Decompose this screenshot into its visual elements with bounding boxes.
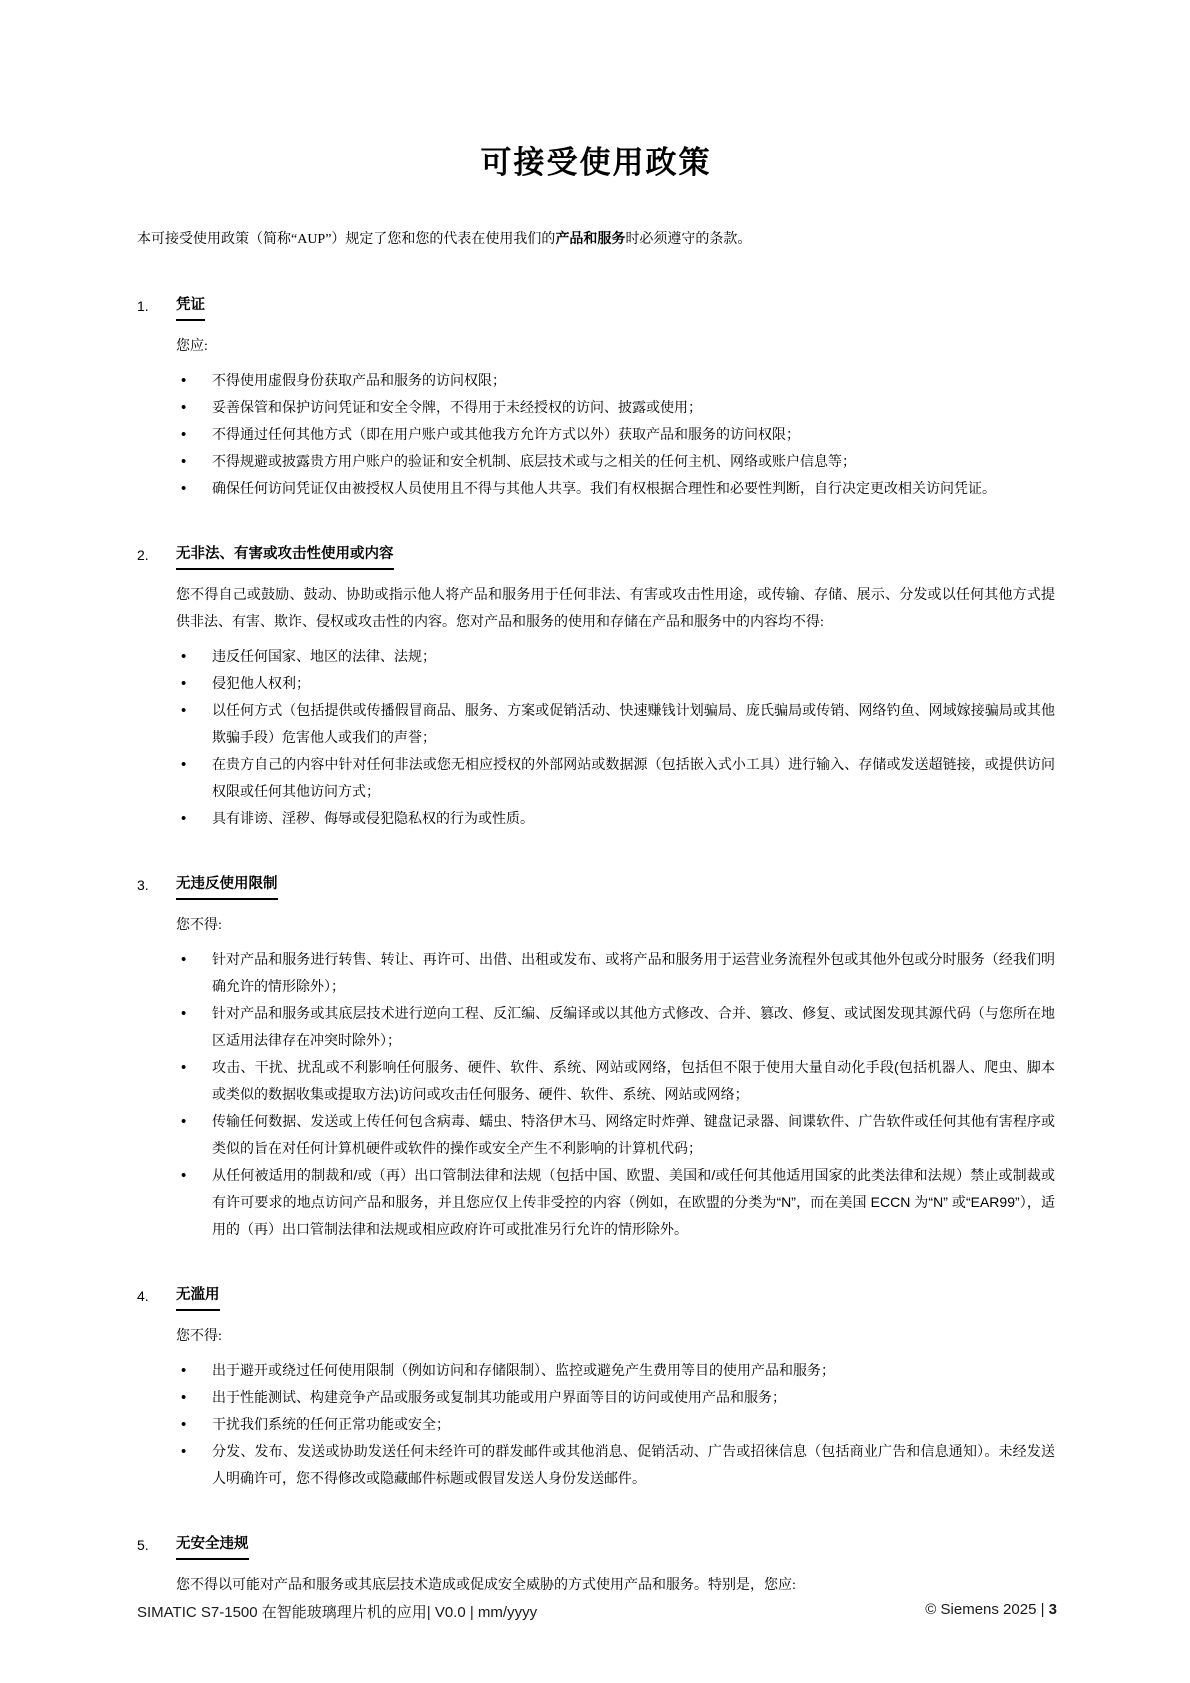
bullet-icon bbox=[181, 1438, 212, 1492]
list-item bbox=[181, 1054, 1055, 1108]
list-item bbox=[181, 670, 1055, 697]
list-item bbox=[181, 697, 1055, 751]
section-number: 1. bbox=[137, 298, 149, 315]
bullet-text: 出于避开或绕过任何使用限制（例如访问和存储限制）、监控或避免产生费用等目的使用产品和服务； bbox=[212, 1362, 835, 1379]
bullet-text: 从任何被适用的制裁和/或（再）出口管制法律和法规（包括中国、欧盟、美国和/或任何其他适用国家的此类法律和法规）禁止或制裁或有许可要求的地点访问产品和服务，并且您应仅上传非受控的内容（例如，在欧盟的分类为“N”，而在美国 ECCN 为“N” 或“EAR99”），适用的（再）出口管制法律和法规或相应政府许可或批准另行允许的情形除外。 bbox=[212, 1167, 1055, 1238]
bullet-icon bbox=[181, 367, 212, 394]
section-number: 4. bbox=[137, 1288, 149, 1305]
section-number: 2. bbox=[137, 547, 149, 564]
intro-bold-text: 产品和服务 bbox=[555, 230, 626, 247]
section-no-security-violation bbox=[137, 1532, 1055, 1599]
bullet-text: 干扰我们系统的任何正常功能或安全； bbox=[212, 1416, 450, 1433]
bullet-text: 妥善保管和保护访问凭证和安全令牌，不得用于未经授权的访问、披露或使用； bbox=[212, 399, 702, 416]
bullet-icon bbox=[181, 643, 212, 670]
bullet-icon bbox=[181, 805, 212, 832]
footer-doc-info: SIMATIC S7-1500 在智能玻璃理片机的应用| V0.0 | mm/yyyy bbox=[137, 1604, 538, 1621]
bullet-text: 在贵方自己的内容中针对任何非法或您无相应授权的外部网站或数据源（包括嵌入式小工具）进行输入、存储或发送超链接，或提供访问权限或任何其他访问方式； bbox=[212, 756, 1055, 800]
bullet-icon bbox=[181, 1411, 212, 1438]
bullet-text: 侵犯他人权利； bbox=[212, 675, 310, 692]
bullet-icon bbox=[181, 946, 212, 1000]
bullet-text: 不得通过任何其他方式（即在用户账户或其他我方允许方式以外）获取产品和服务的访问权限； bbox=[212, 426, 800, 443]
section-heading: 无安全违规 bbox=[176, 1532, 249, 1560]
intro-paragraph bbox=[137, 225, 1055, 253]
bullet-list bbox=[137, 367, 1055, 502]
section-heading-row bbox=[137, 872, 1055, 900]
page-number: 3 bbox=[1048, 1601, 1057, 1618]
list-item bbox=[181, 643, 1055, 670]
section-lead: 您应: bbox=[176, 339, 208, 355]
page-footer bbox=[137, 1601, 1057, 1622]
bullet-icon bbox=[181, 697, 212, 751]
section-number: 5. bbox=[137, 1537, 149, 1554]
bullet-text: 攻击、干扰、扰乱或不利影响任何服务、硬件、软件、系统、网站或网络，包括但不限于使用大量自动化手段(包括机器人、爬虫、脚本或类似的数据收集或提取方法)访问或攻击任何服务、硬件、软件、系统、网站或网络； bbox=[212, 1059, 1055, 1103]
bullet-list bbox=[137, 643, 1055, 832]
list-item bbox=[181, 421, 1055, 448]
bullet-text: 针对产品和服务或其底层技术进行逆向工程、反汇编、反编译或以其他方式修改、合并、篡改、修复、或试图发现其源代码（与您所在地区适用法律存在冲突时除外）； bbox=[212, 1005, 1055, 1049]
section-heading: 无滥用 bbox=[176, 1283, 220, 1311]
bullet-text: 针对产品和服务进行转售、转让、再许可、出借、出租或发布、或将产品和服务用于运营业务流程外包或其他外包或分时服务（经我们明确允许的情形除外）； bbox=[212, 951, 1055, 995]
list-item bbox=[181, 751, 1055, 805]
bullet-text: 以任何方式（包括提供或传播假冒商品、服务、方案或促销活动、快速赚钱计划骗局、庞氏骗局或传销、网络钓鱼、网域嫁接骗局或其他欺骗手段）危害他人或我们的声誉； bbox=[212, 702, 1055, 746]
bullet-text: 违反任何国家、地区的法律、法规； bbox=[212, 648, 436, 665]
section-no-abuse bbox=[137, 1283, 1055, 1492]
list-item bbox=[181, 805, 1055, 832]
list-item bbox=[181, 448, 1055, 475]
section-no-illegal-use bbox=[137, 542, 1055, 832]
bullet-text: 不得规避或披露贵方用户账户的验证和安全机制、底层技术或与之相关的任何主机、网络或账户信息等； bbox=[212, 453, 856, 470]
list-item bbox=[181, 946, 1055, 1000]
section-heading-row bbox=[137, 1532, 1055, 1560]
section-heading-row bbox=[137, 1283, 1055, 1311]
bullet-icon bbox=[181, 1108, 212, 1162]
section-heading: 无违反使用限制 bbox=[176, 872, 278, 900]
bullet-list bbox=[137, 1357, 1055, 1492]
intro-text-after: 时必须遵守的条款。 bbox=[625, 232, 752, 248]
section-heading-row bbox=[137, 542, 1055, 570]
section-lead: 您不得以可能对产品和服务或其底层技术造成或促成安全威胁的方式使用产品和服务。特别是，您应: bbox=[176, 1578, 796, 1594]
bullet-icon bbox=[181, 1000, 212, 1054]
bullet-list bbox=[137, 946, 1055, 1243]
bullet-text: 传输任何数据、发送或上传任何包含病毒、蠕虫、特洛伊木马、网络定时炸弹、键盘记录器、间谍软件、广告软件或任何其他有害程序或类似的旨在对任何计算机硬件或软件的操作或安全产生不利影响的计算机代码； bbox=[212, 1113, 1055, 1157]
section-lead: 您不得自己或鼓励、鼓动、协助或指示他人将产品和服务用于任何非法、有害或攻击性用途，或传输、存储、展示、分发或以任何其他方式提供非法、有害、欺诈、侵权或攻击性的内容。您对产品和服务的使用和存储在产品和服务中的内容均不得: bbox=[176, 588, 1055, 631]
bullet-icon bbox=[181, 421, 212, 448]
list-item bbox=[181, 1108, 1055, 1162]
bullet-text: 出于性能测试、构建竞争产品或服务或复制其功能或用户界面等目的访问或使用产品和服务； bbox=[212, 1389, 786, 1406]
section-heading: 凭证 bbox=[176, 293, 205, 321]
section-no-usage-violation bbox=[137, 872, 1055, 1243]
section-lead: 您不得: bbox=[176, 1329, 222, 1345]
list-item bbox=[181, 1438, 1055, 1492]
section-heading: 无非法、有害或攻击性使用或内容 bbox=[176, 542, 394, 570]
list-item bbox=[181, 1000, 1055, 1054]
bullet-icon bbox=[181, 1357, 212, 1384]
section-number: 3. bbox=[137, 877, 149, 894]
list-item bbox=[181, 475, 1055, 502]
section-credentials bbox=[137, 293, 1055, 502]
section-lead: 您不得: bbox=[176, 918, 222, 934]
list-item bbox=[181, 1411, 1055, 1438]
bullet-text: 确保任何访问凭证仅由被授权人员使用且不得与其他人共享。我们有权根据合理性和必要性判断，自行决定更改相关访问凭证。 bbox=[212, 480, 996, 497]
list-item bbox=[181, 394, 1055, 421]
bullet-icon bbox=[181, 448, 212, 475]
bullet-icon bbox=[181, 394, 212, 421]
bullet-icon bbox=[181, 475, 212, 502]
bullet-text: 分发、发布、发送或协助发送任何未经许可的群发邮件或其他消息、促销活动、广告或招徕信息（包括商业广告和信息通知）。未经发送人明确许可，您不得修改或隐藏邮件标题或假冒发送人身份发送邮件。 bbox=[212, 1443, 1055, 1487]
bullet-icon bbox=[181, 1162, 212, 1243]
list-item bbox=[181, 1357, 1055, 1384]
footer-copyright bbox=[925, 1601, 1057, 1622]
bullet-text: 不得使用虚假身份获取产品和服务的访问权限； bbox=[212, 372, 506, 389]
bullet-icon bbox=[181, 670, 212, 697]
list-item bbox=[181, 367, 1055, 394]
copyright-text: © Siemens 2025 | bbox=[925, 1601, 1049, 1618]
page-title: 可接受使用政策 bbox=[480, 145, 712, 180]
section-heading-row bbox=[137, 293, 1055, 321]
bullet-text: 具有诽谤、淫秽、侮辱或侵犯隐私权的行为或性质。 bbox=[212, 810, 534, 827]
list-item bbox=[181, 1162, 1055, 1243]
bullet-icon bbox=[181, 751, 212, 805]
intro-text: 本可接受使用政策（简称“AUP”）规定了您和您的代表在使用我们的 bbox=[137, 232, 556, 248]
bullet-icon bbox=[181, 1384, 212, 1411]
bullet-icon bbox=[181, 1054, 212, 1108]
list-item bbox=[181, 1384, 1055, 1411]
